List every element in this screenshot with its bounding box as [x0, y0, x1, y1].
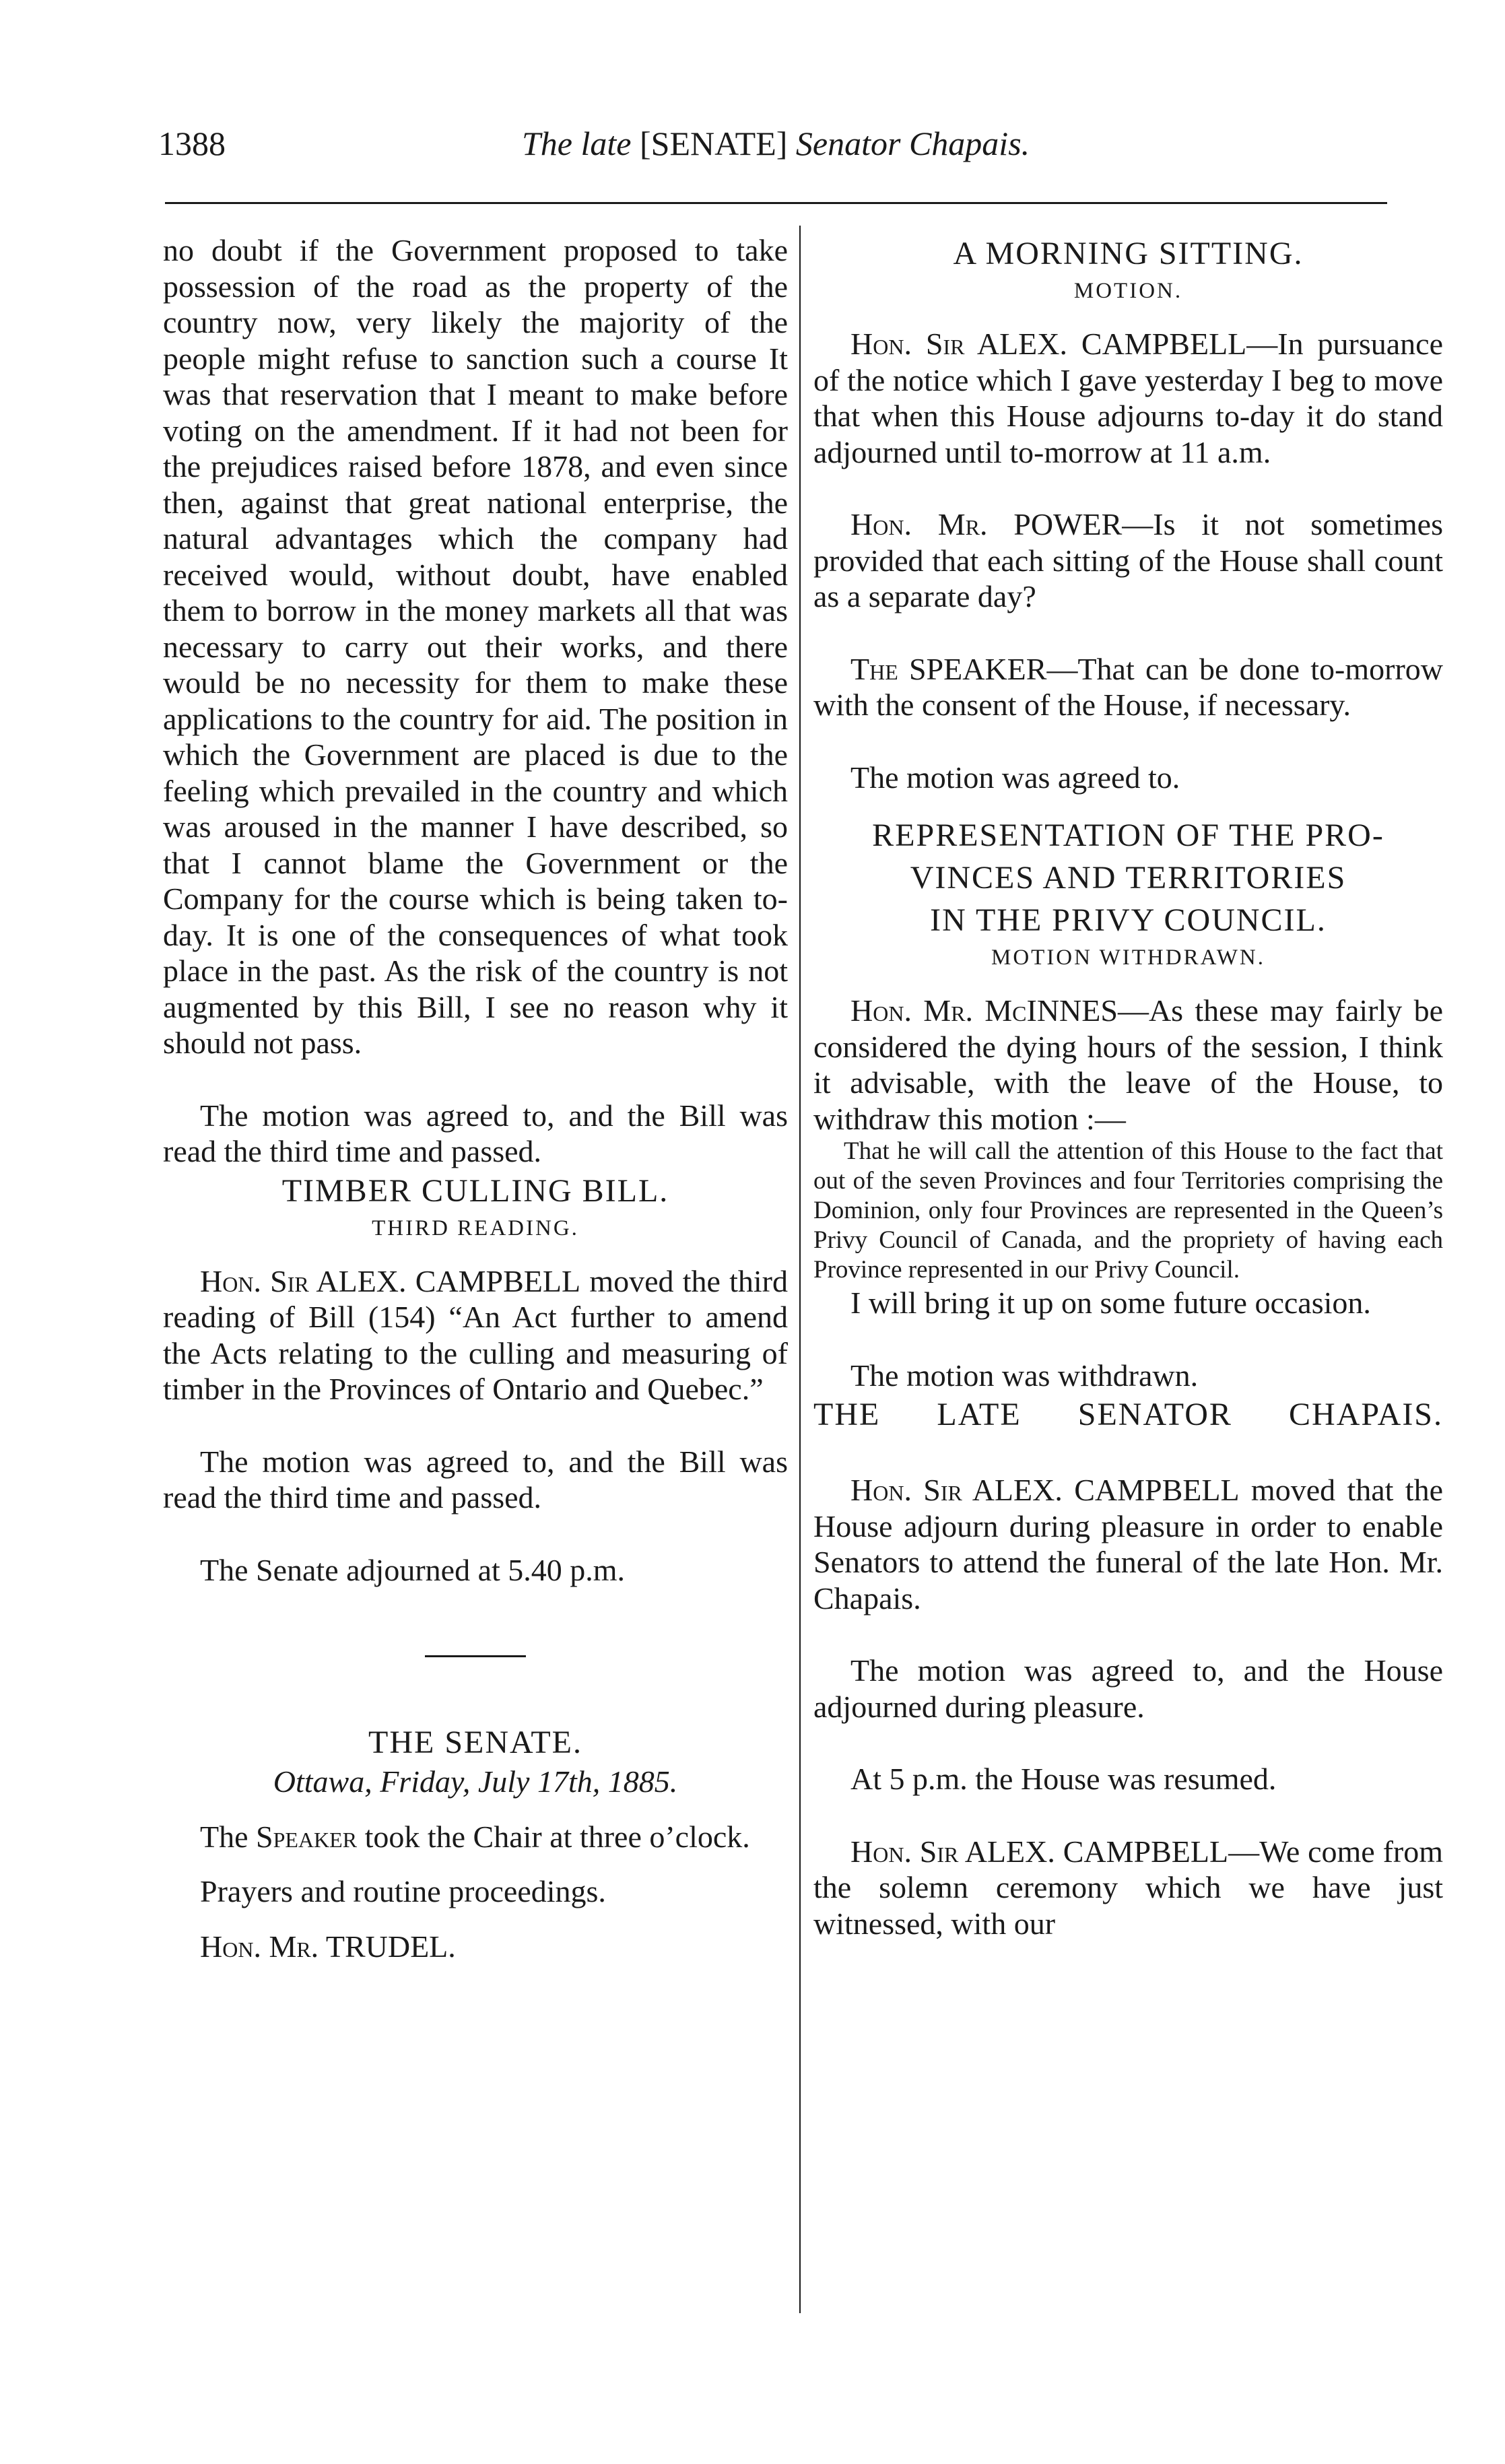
- page-header: [158, 120, 1391, 167]
- paragraph: The motion was agreed to, and the Bill was read the third time and passed.: [163, 1098, 788, 1168]
- paragraph: [813, 506, 1443, 615]
- section-heading-timber: TIMBER CULLING BILL.: [281, 1172, 669, 1209]
- paragraph: The motion was agreed to.: [850, 760, 1180, 795]
- paragraph: [813, 1472, 1443, 1616]
- paragraph: At 5 p.m. the House was resumed.: [850, 1762, 1277, 1796]
- speech-text: —That can be done to-morrow with the consent of the House, if necessary.: [813, 651, 1443, 722]
- subheading-motion-withdrawn: MOTION WITHDRAWN.: [991, 945, 1266, 970]
- section-heading-chapais: THE LATE SENATOR CHAPAIS.: [813, 1397, 1443, 1432]
- speaker-name: Hon. Mr. McINNES: [850, 993, 1118, 1028]
- right-column: [813, 232, 1443, 1941]
- text-fragment: The: [200, 1819, 257, 1854]
- speaker-name: The SPEAKER: [850, 651, 1047, 686]
- heading-line: VINCES AND TERRITORIES: [910, 860, 1347, 896]
- running-head-left: The late: [522, 125, 632, 162]
- section-heading-representation: [813, 814, 1443, 941]
- dateline: Ottawa, Friday, July 17th, 1885.: [273, 1764, 678, 1799]
- paragraph: [813, 993, 1443, 1137]
- text-fragment: took the Chair at three o’clock.: [357, 1819, 750, 1854]
- paragraph: Prayers and routine proceedings.: [200, 1874, 606, 1908]
- paragraph: [813, 326, 1443, 470]
- paragraph: The Senate adjourned at 5.40 p.m.: [200, 1552, 626, 1587]
- section-rule: [425, 1655, 526, 1657]
- column-divider: [799, 226, 801, 2313]
- paragraph: [163, 1819, 788, 1855]
- paragraph: The motion was withdrawn.: [850, 1358, 1199, 1393]
- subheading-third-reading: THIRD READING.: [372, 1216, 579, 1240]
- speaker-heading: Hon. Mr. TRUDEL.: [200, 1929, 456, 1964]
- running-head-middle: [SENATE]: [631, 125, 796, 162]
- section-heading-morning: A MORNING SITTING.: [953, 236, 1304, 271]
- section-heading-senate: THE SENATE.: [368, 1725, 582, 1760]
- speaker-name: Hon. Sir ALEX. CAMPBELL: [850, 1834, 1229, 1869]
- speech-text: —Is it not sometimes provided that each sitting of the House shall count as a separate day?: [813, 507, 1443, 613]
- paragraph: [163, 1263, 788, 1407]
- left-column: [163, 232, 788, 1964]
- paragraph: I will bring it up on some future occasion.: [850, 1286, 1371, 1320]
- speech-text: moved the third reading of Bill (154) “An Act further to amend the Acts relating to the culling and measuring of timber in the Provinces of Ontario and Quebec.”: [163, 1263, 789, 1406]
- page-number: 1388: [158, 125, 226, 162]
- speaker-name: Hon. Sir ALEX. CAMPBELL: [850, 1473, 1240, 1507]
- speaker-name: Hon. Sir ALEX. CAMPBELL: [200, 1263, 581, 1298]
- speaker-name: Speaker: [256, 1819, 358, 1854]
- paragraph: The motion was agreed to, and the House adjourned during pleasure.: [813, 1653, 1443, 1724]
- heading-line: REPRESENTATION OF THE PRO-: [872, 818, 1384, 853]
- header-rule: [165, 202, 1387, 204]
- paragraph: no doubt if the Government proposed to take possession of the road as the property of the country now, very likely the majority of the people might refuse to sanction such a course It was that reservation that I meant to make before voting on the amendment. If it had not been for the prejudices raised before 1878, and even since then, against that great national enterprise, the natural advantages which the company had received would, without doubt, have enabled them to borrow in the money markets all that was necessary to carry out their works, and there would be no necessity for them to make these applications to the country for aid. The position in which the Government are placed is due to the feeling which prevailed in the country and which was aroused in the manner I have described, so that I cannot blame the Government or the Company for the course which is being taken to-day. It is one of the consequences of what took place in the past. As the risk of the country is not augmented by this Bill, I see no reason why it should not pass.: [163, 233, 788, 1060]
- speech-text: —In pursuance of the notice which I gave yesterday I beg to move that when this House adjourns to-day it do stand adjourned until to-morrow at 11 a.m.: [813, 327, 1443, 469]
- speech-text: —As these may fairly be considered the dying hours of the session, I think it advisable, with the leave of the House, to withdraw this motion :—: [813, 993, 1443, 1136]
- speaker-name: Hon. Mr. POWER: [850, 507, 1123, 541]
- running-head: [522, 120, 1030, 167]
- speech-text: —We come from the solemn ceremony which we have just witnessed, with our: [813, 1834, 1444, 1941]
- paragraph: [813, 1834, 1443, 1942]
- running-head-right: Senator Chapais.: [795, 125, 1030, 162]
- paragraph: The motion was agreed to, and the Bill was read the third time and passed.: [163, 1444, 788, 1514]
- heading-line: IN THE PRIVY COUNCIL.: [930, 902, 1327, 938]
- speaker-name: Hon. Sir ALEX. CAMPBELL: [850, 327, 1247, 361]
- quoted-motion: That he will call the attention of this House to the fact that out of the seven Provinces and four Territories comprising the Dominion, only four Provinces are represented in the Queen’s Privy Council of Canada, and the propriety of having each Province represented in our Privy Council.: [813, 1137, 1443, 1284]
- paragraph: [813, 651, 1443, 723]
- subheading-motion: MOTION.: [1073, 279, 1183, 303]
- speech-text: moved that the House adjourn during pleasure in order to enable Senators to attend the funeral of the late Hon. Mr. Chapais.: [813, 1473, 1444, 1616]
